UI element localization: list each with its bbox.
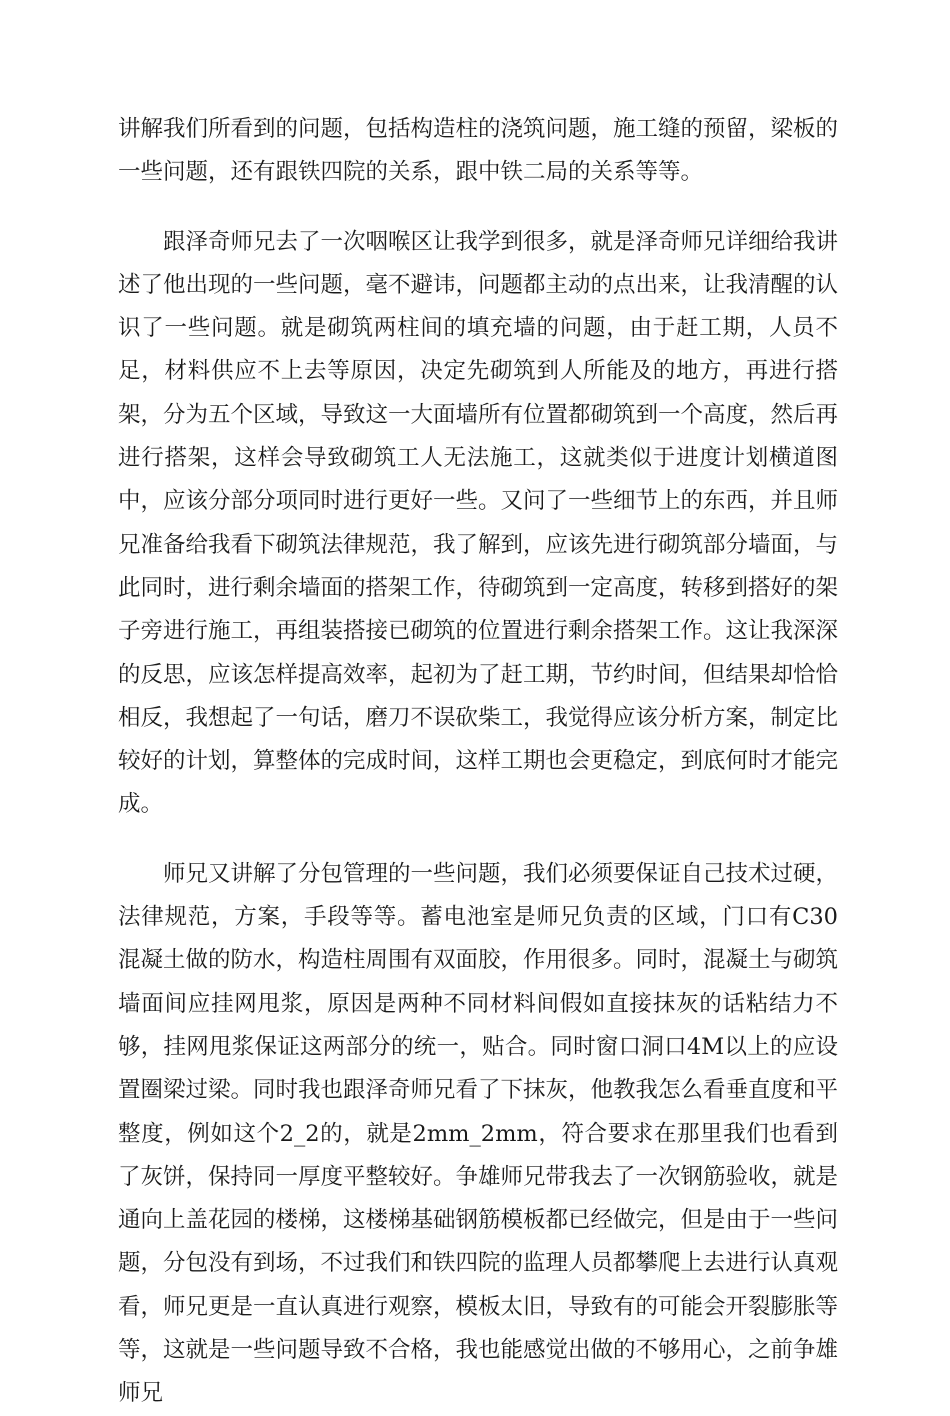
paragraph-2: 跟泽奇师兄去了一次咽喉区让我学到很多，就是泽奇师兄详细给我讲述了他出现的一些问题，毫不避讳，问题都主动的点出来，让我清醒的认识了一些问题。就是砌筑两柱间的填充墙的问题，由于赶工期，人员不足，材料供应不上去等原因，决定先砌筑到人所能及的地方，再进行搭架，分为五个区域，导致这一大面墙所有位置都砌筑到一个高度，然后再进行搭架，这样会导致砌筑工人无法施工，这就类似于进度计划横道图中，应该分部分项同时进行更好一些。又问了一些细节上的东西，并且师兄准备给我看下砌筑法律规范，我了解到，应该先进行砌筑部分墙面，与此同时，进行剩余墙面的搭架工作，待砌筑到一定高度，转移到搭好的架子旁进行施工，再组装搭接已砌筑的位置进行剩余搭架工作。这让我深深的反思，应该怎样提高效率，起初为了赶工期，节约时间，但结果却恰恰相反，我想起了一句话，磨刀不误砍柴工，我觉得应该分析方案，制定比较好的计划，算整体的完成时间，这样工期也会更稳定，到底何时才能完成。 <box>118 228 839 818</box>
paragraph-3: 师兄又讲解了分包管理的一些问题，我们必须要保证自己技术过硬，法律规范，方案，手段等等。蓄电池室是师兄负责的区域，门口有C30混凝土做的防水，构造柱周围有双面胶，作用很多。同时，混凝土与砌筑墙面间应挂网甩浆，原因是两种不同材料间假如直接抹灰的话粘结力不够，挂网甩浆保证这两部分的统一，贴合。同时窗口洞口4M以上的应设置圈梁过梁。同时我也跟泽奇师兄看了下抹灰，他教我怎么看垂直度和平整度，例如这个2_2的，就是2mm_2mm，符合要求在那里我们也看到了灰饼，保持同一厚度平整较好。争雄师兄带我去了一次钢筋验收，就是通向上盖花园的楼梯，这楼梯基础钢筋模板都已经做完，但是由于一些问题，分包没有到场，不过我们和铁四院的监理人员都攀爬上去进行认真观看，师兄更是一直认真进行观察，模板太旧，导致有的可能会开裂膨胀等等，这就是一些问题导致不合格，我也能感觉出做的不够用心，之前争雄师兄 <box>118 860 839 1407</box>
paragraph-1: 讲解我们所看到的问题，包括构造柱的浇筑问题，施工缝的预留，梁板的一些问题，还有跟铁四院的关系，跟中铁二局的关系等等。 <box>118 116 839 186</box>
document-body <box>118 108 838 1416</box>
